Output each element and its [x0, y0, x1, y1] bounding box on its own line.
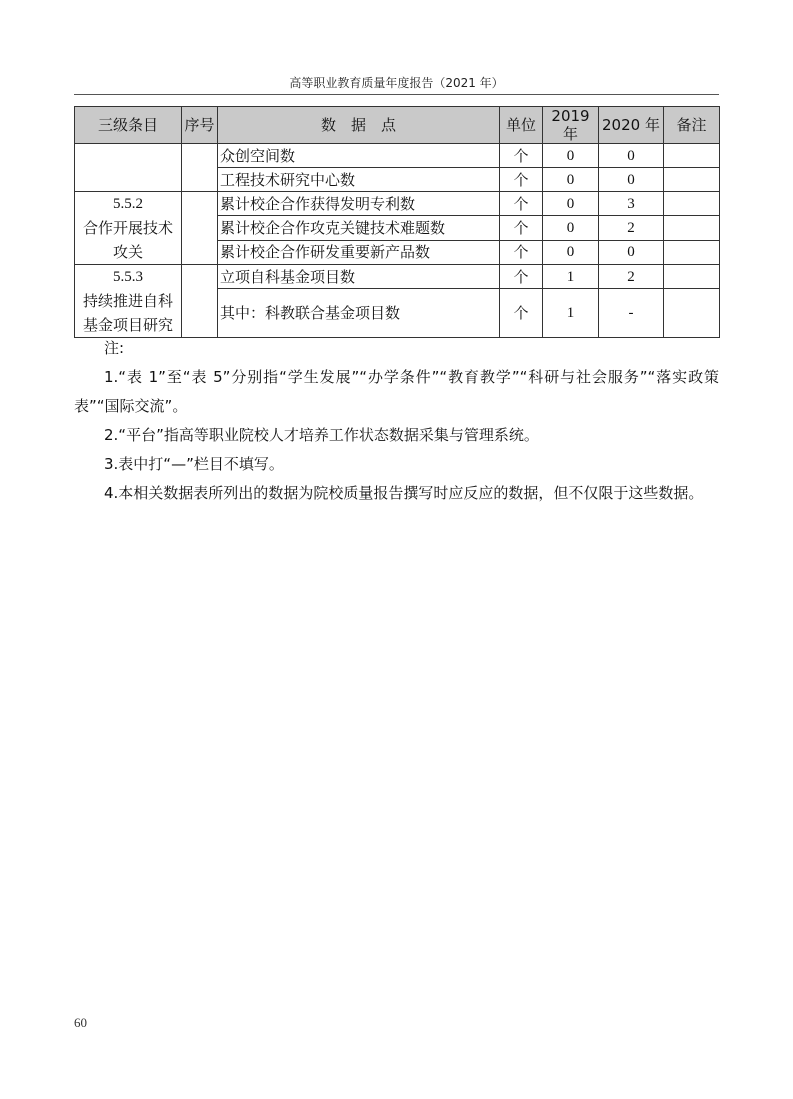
col-header-2019: 2019 年 — [543, 107, 599, 144]
col-header-point: 数 据 点 — [218, 107, 500, 144]
level3-title-line2: 攻关 — [112, 243, 143, 261]
value-2020-cell: 0 — [599, 144, 664, 168]
unit-cell: 个 — [500, 192, 543, 216]
level3-number: 5.5.3 — [113, 269, 143, 285]
note-cell — [664, 289, 720, 338]
col-header-2020: 2020 年 — [599, 107, 664, 144]
level3-cell-5-5-2 — [75, 192, 182, 265]
unit-cell: 个 — [500, 289, 543, 338]
note-cell — [664, 144, 720, 168]
value-2019-cell: 1 — [543, 265, 599, 289]
note-item: 4.本相关数据表所列出的数据为院校质量报告撰写时应反应的数据，但不仅限于这些数据。 — [104, 484, 704, 502]
col-header-unit: 单位 — [500, 107, 543, 144]
level3-title-line1: 持续推进自科 — [82, 292, 173, 310]
data-point-cell: 众创空间数 — [218, 144, 500, 168]
table-row — [75, 265, 720, 289]
level3-title-line1: 合作开展技术 — [82, 219, 173, 237]
value-2020-cell: 0 — [599, 168, 664, 192]
value-2020-cell: - — [599, 289, 664, 338]
seq-cell-empty — [182, 144, 218, 192]
note-item: 2.“平台”指高等职业院校人才培养工作状态数据采集与管理系统。 — [104, 426, 539, 444]
unit-cell: 个 — [500, 216, 543, 240]
note-cell — [664, 265, 720, 289]
data-point-cell: 工程技术研究中心数 — [218, 168, 500, 192]
unit-cell: 个 — [500, 265, 543, 289]
table-header-row — [75, 107, 720, 144]
col-header-level3: 三级条目 — [75, 107, 182, 144]
unit-cell: 个 — [500, 144, 543, 168]
page-number: 60 — [74, 1015, 87, 1030]
value-2019-cell: 0 — [543, 216, 599, 240]
data-point-cell: 累计校企合作研发重要新产品数 — [218, 240, 500, 264]
table-row — [75, 192, 720, 216]
note-cell — [664, 216, 720, 240]
col-header-note: 备注 — [664, 107, 720, 144]
notes-section — [74, 334, 719, 508]
value-2019-cell: 0 — [543, 240, 599, 264]
data-point-cell: 累计校企合作攻克关键技术难题数 — [218, 216, 500, 240]
level3-title-line2: 基金项目研究 — [82, 316, 173, 334]
value-2020-cell: 0 — [599, 240, 664, 264]
running-header: 高等职业教育质量年度报告（2021 年） — [289, 76, 504, 90]
header-rule — [74, 94, 719, 95]
seq-cell-empty — [182, 192, 218, 265]
value-2020-cell: 2 — [599, 216, 664, 240]
value-2019-cell: 1 — [543, 289, 599, 338]
note-item: 1.“表 1”至“表 5”分别指“学生发展”“办学条件”“教育教学”“科研与社会服务”“落实政策表”“国际交流”。 — [74, 368, 719, 415]
data-point-cell: 累计校企合作获得发明专利数 — [218, 192, 500, 216]
level3-cell-empty — [75, 144, 182, 192]
value-2020-cell: 2 — [599, 265, 664, 289]
note-cell — [664, 192, 720, 216]
seq-cell-empty — [182, 265, 218, 338]
unit-cell: 个 — [500, 168, 543, 192]
note-cell — [664, 168, 720, 192]
data-point-cell: 立项自科基金项目数 — [218, 265, 500, 289]
col-header-seq: 序号 — [182, 107, 218, 144]
value-2020-cell: 3 — [599, 192, 664, 216]
value-2019-cell: 0 — [543, 144, 599, 168]
value-2019-cell: 0 — [543, 168, 599, 192]
note-cell — [664, 240, 720, 264]
value-2019-cell: 0 — [543, 192, 599, 216]
table-row — [75, 144, 720, 168]
level3-number: 5.5.2 — [113, 196, 143, 212]
note-item: 3.表中打“—”栏目不填写。 — [104, 455, 284, 473]
notes-heading: 注: — [104, 339, 125, 357]
data-point-cell: 其中：科教联合基金项目数 — [218, 289, 500, 338]
data-table — [74, 106, 720, 338]
unit-cell: 个 — [500, 240, 543, 264]
level3-cell-5-5-3 — [75, 265, 182, 338]
